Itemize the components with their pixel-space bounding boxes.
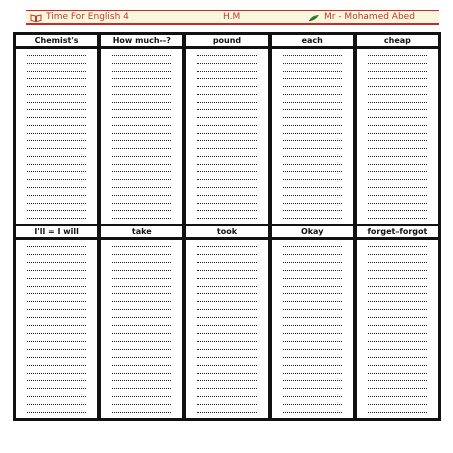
writing-line	[27, 140, 86, 141]
writing-line	[112, 63, 171, 64]
writing-line	[112, 210, 171, 211]
writing-area[interactable]	[272, 240, 353, 418]
writing-area[interactable]	[101, 49, 182, 224]
writing-line	[197, 404, 256, 405]
column-header: cheap	[357, 35, 438, 46]
writing-line	[197, 373, 256, 374]
writing-line	[112, 203, 171, 204]
writing-line	[283, 140, 342, 141]
writing-area[interactable]	[272, 49, 353, 224]
writing-line	[283, 117, 342, 118]
writing-line	[197, 102, 256, 103]
writing-line	[368, 325, 427, 326]
writing-line	[112, 380, 171, 381]
writing-line	[283, 203, 342, 204]
writing-line	[27, 195, 86, 196]
writing-line	[197, 179, 256, 180]
writing-line	[283, 109, 342, 110]
writing-line	[368, 286, 427, 287]
column-header: pound	[186, 35, 267, 46]
writing-line	[112, 71, 171, 72]
writing-area[interactable]	[186, 49, 267, 224]
writing-line	[283, 148, 342, 149]
grid-row-top	[16, 35, 438, 224]
writing-line	[197, 86, 256, 87]
writing-line	[283, 365, 342, 366]
writing-line	[283, 86, 342, 87]
writing-line	[368, 341, 427, 342]
writing-line	[197, 133, 256, 134]
writing-line	[368, 278, 427, 279]
writing-line	[27, 63, 86, 64]
writing-line	[27, 365, 86, 366]
writing-line	[368, 293, 427, 294]
column-chemists	[16, 35, 97, 224]
grid-row-bottom	[16, 226, 438, 418]
writing-line	[283, 179, 342, 180]
writing-line	[197, 278, 256, 279]
writing-line	[197, 293, 256, 294]
writing-line	[112, 156, 171, 157]
writing-line	[283, 325, 342, 326]
writing-line	[197, 254, 256, 255]
writing-line	[368, 357, 427, 358]
writing-line	[197, 171, 256, 172]
writing-line	[197, 341, 256, 342]
writing-line	[112, 262, 171, 263]
writing-line	[283, 278, 342, 279]
writing-line	[197, 309, 256, 310]
writing-line	[27, 71, 86, 72]
writing-line	[283, 380, 342, 381]
writing-line	[368, 317, 427, 318]
writing-line	[283, 388, 342, 389]
writing-line	[112, 171, 171, 172]
writing-line	[112, 341, 171, 342]
writing-line	[283, 55, 342, 56]
page-header	[26, 10, 439, 25]
writing-line	[197, 55, 256, 56]
writing-line	[368, 210, 427, 211]
writing-line	[283, 301, 342, 302]
writing-line	[27, 373, 86, 374]
writing-line	[112, 125, 171, 126]
writing-line	[112, 396, 171, 397]
book-icon	[30, 14, 42, 22]
writing-line	[112, 333, 171, 334]
writing-line	[112, 365, 171, 366]
writing-line	[27, 78, 86, 79]
writing-line	[283, 71, 342, 72]
writing-line	[27, 262, 86, 263]
writing-line	[112, 278, 171, 279]
writing-line	[27, 388, 86, 389]
writing-line	[27, 246, 86, 247]
column-took	[186, 226, 267, 418]
writing-area[interactable]	[16, 240, 97, 418]
writing-line	[27, 86, 86, 87]
writing-line	[197, 270, 256, 271]
writing-line	[368, 148, 427, 149]
writing-line	[27, 164, 86, 165]
writing-line	[368, 412, 427, 413]
writing-line	[197, 301, 256, 302]
writing-line	[283, 195, 342, 196]
writing-line	[197, 203, 256, 204]
writing-line	[368, 140, 427, 141]
writing-line	[27, 317, 86, 318]
writing-line	[368, 133, 427, 134]
writing-line	[112, 270, 171, 271]
writing-area[interactable]	[101, 240, 182, 418]
writing-line	[27, 102, 86, 103]
writing-line	[283, 171, 342, 172]
writing-line	[112, 293, 171, 294]
writing-line	[197, 164, 256, 165]
writing-line	[368, 86, 427, 87]
writing-line	[27, 333, 86, 334]
writing-line	[197, 365, 256, 366]
writing-line	[283, 373, 342, 374]
writing-line	[27, 254, 86, 255]
writing-line	[368, 94, 427, 95]
writing-line	[197, 412, 256, 413]
column-header: took	[186, 226, 267, 237]
writing-line	[283, 218, 342, 219]
writing-line	[368, 78, 427, 79]
writing-line	[27, 55, 86, 56]
writing-line	[368, 270, 427, 271]
writing-line	[283, 94, 342, 95]
writing-line	[368, 117, 427, 118]
writing-line	[283, 156, 342, 157]
writing-line	[283, 349, 342, 350]
header-initials: H.M	[223, 12, 241, 22]
writing-line	[112, 140, 171, 141]
writing-line	[27, 404, 86, 405]
writing-area[interactable]	[16, 49, 97, 224]
writing-line	[368, 254, 427, 255]
writing-line	[197, 380, 256, 381]
column-header: take	[101, 226, 182, 237]
writing-line	[368, 404, 427, 405]
writing-line	[27, 117, 86, 118]
writing-line	[27, 286, 86, 287]
writing-line	[197, 396, 256, 397]
writing-line	[112, 218, 171, 219]
writing-line	[27, 125, 86, 126]
writing-line	[27, 203, 86, 204]
writing-line	[197, 156, 256, 157]
writing-line	[112, 117, 171, 118]
column-header: Okay	[272, 226, 353, 237]
writing-line	[27, 349, 86, 350]
writing-line	[197, 262, 256, 263]
writing-line	[197, 349, 256, 350]
writing-line	[368, 71, 427, 72]
writing-line	[112, 373, 171, 374]
writing-line	[112, 404, 171, 405]
writing-line	[112, 78, 171, 79]
writing-line	[368, 179, 427, 180]
writing-line	[27, 357, 86, 358]
writing-line	[283, 357, 342, 358]
writing-line	[27, 341, 86, 342]
writing-line	[283, 102, 342, 103]
writing-line	[112, 148, 171, 149]
writing-line	[368, 156, 427, 157]
column-header: each	[272, 35, 353, 46]
writing-line	[368, 63, 427, 64]
writing-line	[197, 286, 256, 287]
writing-line	[368, 195, 427, 196]
writing-line	[283, 254, 342, 255]
writing-line	[27, 325, 86, 326]
writing-line	[27, 148, 86, 149]
header-author: Mr - Mohamed Abed	[324, 12, 415, 22]
writing-line	[112, 55, 171, 56]
writing-area[interactable]	[357, 240, 438, 418]
writing-line	[283, 270, 342, 271]
writing-line	[368, 262, 427, 263]
writing-line	[197, 140, 256, 141]
writing-line	[197, 218, 256, 219]
writing-line	[368, 102, 427, 103]
column-forget	[357, 226, 438, 418]
writing-line	[112, 301, 171, 302]
writing-line	[283, 125, 342, 126]
writing-line	[283, 164, 342, 165]
writing-line	[27, 210, 86, 211]
writing-line	[283, 63, 342, 64]
writing-line	[27, 156, 86, 157]
column-header: forget–forgot	[357, 226, 438, 237]
writing-line	[112, 349, 171, 350]
writing-line	[112, 325, 171, 326]
writing-line	[27, 270, 86, 271]
writing-line	[283, 246, 342, 247]
writing-line	[368, 301, 427, 302]
writing-line	[197, 187, 256, 188]
column-cheap	[357, 35, 438, 224]
vocabulary-grid	[13, 32, 441, 421]
writing-area[interactable]	[186, 240, 267, 418]
writing-line	[112, 133, 171, 134]
writing-line	[112, 102, 171, 103]
leaf-icon	[308, 14, 320, 22]
writing-line	[283, 210, 342, 211]
column-header: How much--?	[101, 35, 182, 46]
writing-line	[283, 293, 342, 294]
writing-line	[112, 195, 171, 196]
writing-line	[112, 109, 171, 110]
writing-line	[197, 78, 256, 79]
column-how-much	[101, 35, 182, 224]
writing-line	[197, 195, 256, 196]
writing-line	[368, 203, 427, 204]
writing-line	[283, 317, 342, 318]
writing-line	[197, 333, 256, 334]
writing-line	[112, 179, 171, 180]
writing-line	[27, 109, 86, 110]
writing-line	[283, 396, 342, 397]
writing-line	[368, 246, 427, 247]
column-header: Chemist's	[16, 35, 97, 46]
writing-line	[27, 218, 86, 219]
column-take	[101, 226, 182, 418]
writing-line	[112, 309, 171, 310]
writing-line	[112, 357, 171, 358]
writing-line	[27, 278, 86, 279]
writing-line	[368, 309, 427, 310]
writing-line	[27, 133, 86, 134]
writing-line	[27, 309, 86, 310]
writing-line	[283, 78, 342, 79]
writing-line	[283, 187, 342, 188]
writing-line	[197, 63, 256, 64]
writing-line	[27, 412, 86, 413]
writing-line	[368, 333, 427, 334]
writing-line	[112, 86, 171, 87]
column-pound	[186, 35, 267, 224]
column-header: I'll = I will	[16, 226, 97, 237]
writing-line	[368, 218, 427, 219]
writing-line	[197, 94, 256, 95]
writing-line	[197, 210, 256, 211]
writing-line	[283, 333, 342, 334]
writing-line	[112, 246, 171, 247]
writing-line	[283, 412, 342, 413]
column-ill	[16, 226, 97, 418]
writing-line	[368, 365, 427, 366]
writing-line	[112, 388, 171, 389]
writing-line	[112, 164, 171, 165]
writing-line	[27, 187, 86, 188]
writing-line	[283, 133, 342, 134]
writing-line	[197, 246, 256, 247]
writing-line	[112, 254, 171, 255]
writing-line	[283, 286, 342, 287]
writing-line	[283, 404, 342, 405]
writing-line	[197, 357, 256, 358]
writing-line	[368, 125, 427, 126]
writing-line	[112, 286, 171, 287]
writing-line	[27, 380, 86, 381]
writing-line	[197, 317, 256, 318]
header-title: Time For English 4	[46, 12, 129, 22]
writing-line	[368, 396, 427, 397]
writing-area[interactable]	[357, 49, 438, 224]
writing-line	[27, 293, 86, 294]
writing-line	[368, 109, 427, 110]
writing-line	[112, 187, 171, 188]
writing-line	[368, 187, 427, 188]
writing-line	[197, 109, 256, 110]
writing-line	[368, 349, 427, 350]
writing-line	[368, 388, 427, 389]
column-okay	[272, 226, 353, 418]
writing-line	[197, 325, 256, 326]
writing-line	[368, 380, 427, 381]
writing-line	[112, 94, 171, 95]
writing-line	[197, 117, 256, 118]
writing-line	[368, 373, 427, 374]
writing-line	[27, 94, 86, 95]
writing-line	[368, 164, 427, 165]
writing-line	[283, 262, 342, 263]
writing-line	[197, 125, 256, 126]
writing-line	[197, 148, 256, 149]
writing-line	[112, 412, 171, 413]
writing-line	[112, 317, 171, 318]
writing-line	[27, 171, 86, 172]
writing-line	[197, 71, 256, 72]
writing-line	[368, 171, 427, 172]
writing-line	[27, 301, 86, 302]
writing-line	[283, 309, 342, 310]
writing-line	[197, 388, 256, 389]
column-each	[272, 35, 353, 224]
writing-line	[283, 341, 342, 342]
writing-line	[27, 179, 86, 180]
writing-line	[368, 55, 427, 56]
writing-line	[27, 396, 86, 397]
